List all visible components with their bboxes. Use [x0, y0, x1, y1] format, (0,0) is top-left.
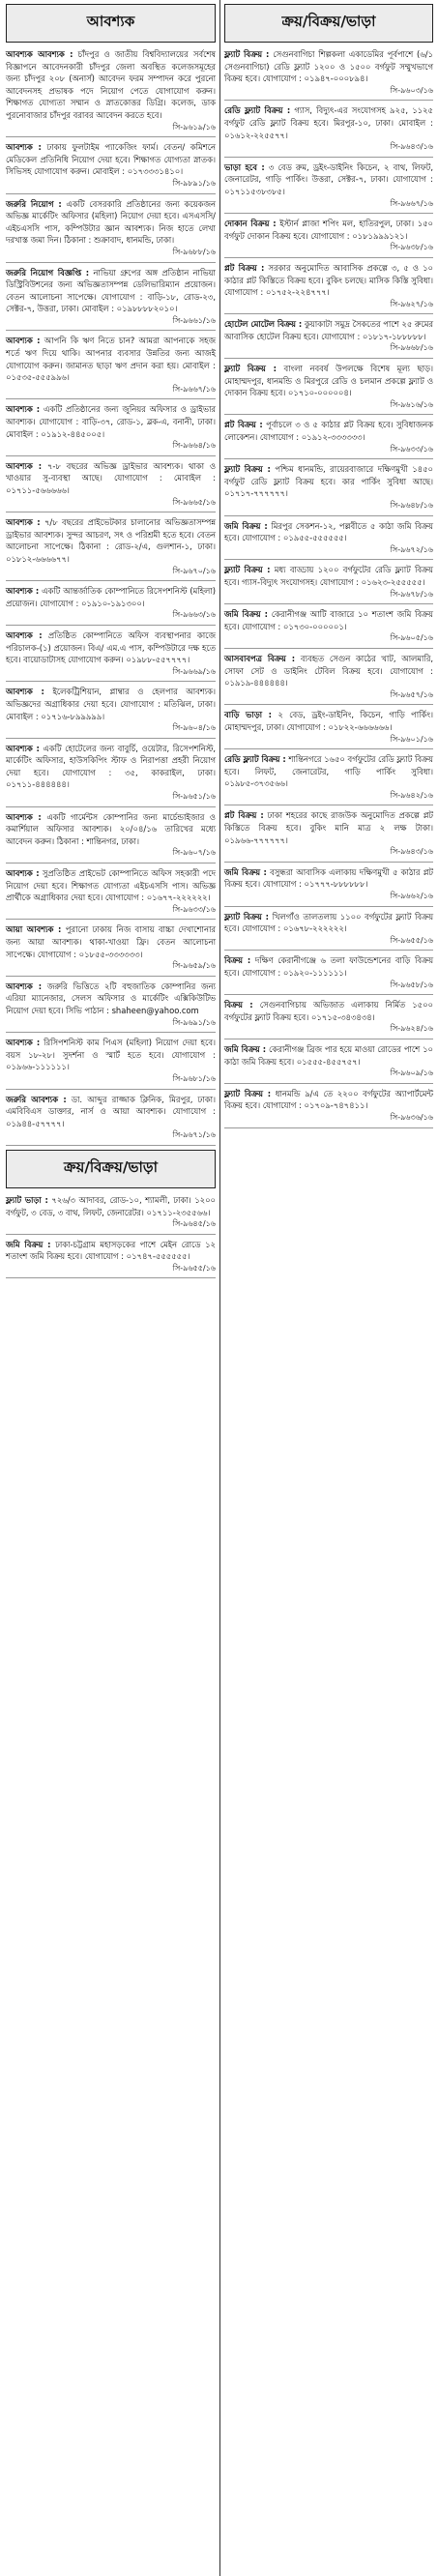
ad-title: জরুরি নিয়োগ :: [6, 198, 62, 209]
ad-title: বিক্রয় :: [224, 955, 251, 966]
ad-title: ভাড়া হবে :: [224, 161, 265, 172]
classified-ad: [6, 335, 219, 399]
ad-title: জমি বিক্রয় :: [224, 1043, 267, 1054]
ad-body: পশ্চিম ধানমন্ডি, রায়েরবাজারে দক্ষিণমুখী ১৪৫০ বর্গফুট রেডি ফ্ল্যাট বিক্রয় হবে। কার পার্কিং সুবিধা আছে। ০১৭১৭-৭৭৭৭৭৭।: [224, 464, 436, 499]
classified-ad: [6, 141, 219, 193]
ad-title: দোকান বিক্রয় :: [224, 219, 277, 229]
ad-body: ২ বেড, ড্রইং-ডাইনিং, কিচেন, গাড়ি পার্কিং। মোহাম্মদপুর, ঢাকা। যোগাযোগ : ০১৮২২-৬৬৬৬৬৬।: [224, 710, 436, 732]
ad-reference-code: সি-৯৬০৩/১৬: [390, 85, 433, 95]
ad-body: ৭২৬/৩ আদাবর, রোড-১০, শ্যামলী, ঢাকা। ১২০০ বর্গফুট, ৩ বেড, ৩ বাথ, লিফট, জেনারেটর। ০১৭১১-২৩৫৫৬৬।: [6, 1194, 219, 1217]
ad-title: ফ্ল্যাট বিক্রয় :: [224, 1088, 272, 1098]
ad-body: ঢাকা-চট্টগ্রাম মহাসড়কের পাশে মেইন রোডে ১২ শতাংশ জমি বিক্রয় হবে। যোগাযোগ : ০১৭৪৭-৫৫৫৫৫৫।: [6, 1239, 219, 1262]
classified-ad: [224, 318, 436, 359]
ad-body: ৩ বেড রুম, ড্রইং-ডাইনিং কিচেন, ২ বাথ, লিফট, জেনারেটর, গাড়ি পার্কিং। উত্তরা, সেক্টর-৭, ঢাকা। যোগাযোগ : ০১৭১১৫৩৮৩৮৫।: [224, 161, 436, 196]
ad-body: একটি প্রতিষ্ঠানের জন্য জুনিয়র অফিসার ও ড্রাইভার আবশ্যক। যোগাযোগ : বাড়ি-৩৭, রোড-১, ব্লক-এ, বনানী, ঢাকা। মোবাইল : ০১৯১২-৪৪৫০০৫।: [6, 404, 219, 439]
ad-body: কুয়াকাটা সমুদ্র সৈকতের পাশে ২৫ রুমের আবাসিক হোটেল বিক্রয় হবে। যোগাযোগ : ০১৮১৭-১৮৮৮৮৮।: [224, 319, 436, 341]
ad-reference-code: সি-৯৬৫১/১৬: [172, 792, 216, 802]
ad-reference-code: সি-৯৬০৭/১৬: [172, 848, 216, 858]
ad-title: ফ্ল্যাট বিক্রয় :: [224, 49, 270, 59]
classified-ad: [224, 564, 436, 604]
ad-reference-code: সি-৯৬১৯/১৬: [172, 122, 216, 132]
classified-ad: [224, 954, 436, 995]
ad-reference-code: সি-৯৬৬৯/১৬: [172, 666, 216, 676]
ad-reference-code: সি-৯৬৬৩/১৬: [172, 610, 216, 620]
ad-reference-code: সি-৯৬৫৮/১৬: [390, 980, 433, 989]
ad-reference-code: সি-৯৬৩৩/১৬: [172, 904, 216, 914]
ad-title: ফ্ল্যাট বিক্রয় :: [224, 565, 271, 575]
classified-ad: [6, 1239, 219, 1279]
ad-reference-code: সি-৯৬৪৫/১৬: [172, 1219, 216, 1229]
ad-title: হোটেল মোটেল বিক্রয় :: [224, 319, 303, 330]
ad-body: পূর্বাচলে ৩ ও ৫ কাঠার প্লট বিক্রয় হবে। সুবিধাজনক লোকেশন। যোগাযোগ : ০১৯১২-৩৩৩৩৩৩।: [224, 420, 436, 443]
classified-ad: [6, 1094, 219, 1146]
classified-ad: [6, 460, 219, 512]
classified-ad: [6, 1037, 219, 1089]
classified-ad: [6, 267, 219, 332]
ad-body: একটি গার্মেন্টস কোম্পানির জন্য মার্চেন্ডাইজার ও কমার্শিয়াল অফিসার আবশ্যক। ২০/০৪/১৬ তারিখের মধ্যে আবেদন করুন। ঠিকানা : শান্তিনগর, ঢাকা।: [6, 811, 219, 846]
buy-sell-rent-header: ক্রয়/বিক্রয়/ভাড়া: [224, 4, 433, 43]
classified-ad: [224, 48, 436, 101]
ad-title: ফ্ল্যাট বিক্রয় :: [224, 464, 271, 475]
ad-reference-code: সি-৯৬১৬/১৬: [390, 399, 433, 409]
ad-title: ফ্ল্যাট বিক্রয় :: [224, 911, 269, 922]
ad-title: আবশ্যক :: [6, 629, 43, 640]
ad-reference-code: সি-৯৬০১/১৬: [390, 734, 433, 744]
ad-title: ফ্ল্যাট বিক্রয় :: [224, 364, 277, 374]
ad-body: একটি হোটেলের জন্য বাবুর্চি, ওয়েটার, রিসেপশনিস্ট, মার্কেটিং অফিসার, হাউসকিপিং স্টাফ ও নিরাপত্তা প্রহরী নিয়োগ দেয়া হবে। যোগাযোগ : ৩৫, কাকরাইল, ঢাকা। ০১৭১১-৪৪৪৪৪৪।: [6, 743, 219, 790]
ad-title: আবশ্যক আবশ্যক :: [6, 49, 73, 59]
classified-ad: [224, 104, 436, 157]
ad-body: সেগুনবাগিচা শিল্পকলা একাডেমির পূর্বপাশে (৬/১ সেগুনবাগিচা) রেডি ফ্ল্যাট ১২০০ ও ১৫০০ বর্গফুট সম্মুখভাগে বিক্রয় হবে। যোগাযোগ : ০১৯৪৭-০০০৮৯৪।: [224, 49, 436, 84]
ad-title: রেডি ফ্ল্যাট বিক্রয় :: [224, 754, 286, 765]
right-column: [222, 0, 435, 2576]
classified-ad: [224, 218, 436, 258]
ad-body: ঢাকায় ফুলটাইম প্যাকেজিং ফার্ম। বেতন/ কমিশনে মেডিকেল প্রতিনিধি নিয়োগ দেয়া হবে। শিক্ষাগত যোগ্যতা স্নাতক। সিভিসহ যোগাযোগ করুন। মোবাইল : ০১৭৩৩৩১৪১০।: [6, 142, 219, 177]
classified-ad: [224, 161, 436, 214]
classified-ad: [6, 923, 219, 976]
ad-reference-code: সি-৯৬০৪/১৬: [172, 723, 216, 733]
ad-title: বাড়ি ভাড়া :: [224, 710, 273, 720]
ad-reference-code: সি-৯৬৬৪/১৬: [172, 441, 216, 451]
ad-reference-code: সি-৯৬৭০/১৬: [172, 566, 216, 575]
classified-ad: [224, 709, 436, 749]
ad-body: খিলগাঁও তালতলায় ১১০০ বর্গফুটের ফ্ল্যাট বিক্রয় হবে। যোগাযোগ : ০১৬৭৮-২২২২২২।: [224, 911, 436, 934]
ad-reference-code: সি-৯৬৫৫/১৬: [390, 935, 433, 945]
ad-reference-code: সি-৯৬৪২/১৬: [390, 790, 433, 800]
ad-reference-code: সি-৯৬৭২/১৬: [390, 544, 433, 554]
classified-ad: [6, 585, 219, 626]
ad-body: ঢাকা শহরের কাছে রাজউক অনুমোদিত প্রকল্পে প্লট কিস্তিতে বিক্রয় হবে। বুকিং মানি মাত্র ২ লক্ষ টাকা। ০১৯৬৬-৭৭৭৭৭৭।: [224, 810, 436, 845]
classified-ad: [6, 403, 219, 455]
ad-title: বিক্রয় :: [224, 1000, 253, 1010]
ad-reference-code: সি-৯৬০৯/১৬: [390, 1068, 433, 1078]
ad-body: আপনি কি ঋণ নিতে চান? আমরা আপনাকে সহজ শর্তে ঋণ দিয়ে থাকি। আপনার ব্যবসার উন্নতির জন্য আজই যোগাযোগ করুন। জামানত ছাড়া ঋণ প্রদান করা হয়। মোবাইল : ০১৫৩৫-৫৫৫৯৯৬।: [6, 336, 219, 383]
classified-ad: [224, 653, 436, 705]
ad-reference-code: সি-৯৬৫৭/১৬: [390, 689, 433, 699]
classified-ad: [224, 911, 436, 951]
ad-reference-code: সি-৯৬৯১/১৬: [172, 1017, 216, 1027]
ad-reference-code: সি-৯৬৩৮/১৬: [390, 243, 433, 252]
ad-body: প্রতিষ্ঠিত কোম্পানিতে অফিস ব্যবস্থাপনার কাজে পরিচালক-(১) প্রয়োজন। বিএ/ এম.এ পাস, কম্পিউটারে দক্ষ হতে হবে। বায়োডাটাসহ যোগাযোগ করুন। ০১৯৮৮-৫৫৭৭৭৭।: [6, 629, 219, 665]
ad-body: চাঁদপুর ও জাতীয় বিশ্ববিদ্যালয়ের সর্বশেষ বিজ্ঞাপনে আবেদনকারী চাঁদপুর জেলা অবস্থিত কলেজসমূহের জন্য চাঁদপুর ২০৮ (অনার্স) আবেদন ফরম সম্পাদন করে পুরনো আবেদনসহ প্রভাষক পদে নিয়োগ পেতে যোগাযোগ করুন। শিক্ষাগত যোগ্যতা সম্মান ও স্নাতকোত্তর ডিগ্রি। কলেজ, ডাক পুরনোবাজার চাঁদপুর বরাবর আবেদন করতে হবে।: [6, 49, 219, 120]
ad-body: ৭/৮ বছরের প্রাইভেটকার চালানোর অভিজ্ঞতাসম্পন্ন ড্রাইভার আবশ্যক। সুন্দর আচরণ, সৎ ও পরিশ্রমী হতে হবে। বেতন আলোচনা সাপেক্ষে। ঠিকানা : রোড-২/এ, গুলশান-১, ঢাকা। ০১৮১২-৬৬৬৬৭৭।: [6, 517, 219, 564]
classified-ad: [6, 867, 219, 920]
ad-reference-code: সি-৯৬৬৭/১৬: [390, 198, 433, 208]
ad-reference-code: সি-৯৬৪৮/১৬: [390, 501, 433, 510]
ad-reference-code: সি-৯৬৬২/১৬: [390, 892, 433, 901]
ad-body: একটি আন্তর্জাতিক কোম্পানিতে রিসেপশনিস্ট (মহিলা) প্রয়োজন। যোগাযোগ : ০১৯১০-১৯১৩০০।: [6, 586, 219, 608]
ad-title: আবশ্যক :: [6, 460, 43, 471]
classified-ad: [224, 753, 436, 805]
ad-reference-code: সি-৯৬৬৫/১৬: [172, 497, 216, 507]
classified-ad: [224, 608, 436, 649]
buy-sell-rent-header-left: ক্রয়/বিক্রয়/ভাড়া: [6, 1150, 216, 1188]
classified-ad: [224, 262, 436, 314]
ad-title: আবশ্যক :: [6, 336, 41, 346]
ad-reference-code: সি-৯৬৩৩/১৬: [390, 444, 433, 454]
ad-title: আবশ্যক :: [6, 868, 40, 879]
ad-title: আবশ্যক :: [6, 687, 44, 697]
ad-body: সরকার অনুমোদিত আবাসিক প্রকল্পে ৩, ৫ ও ১০ কাঠার প্লট কিস্তিতে বিক্রয় হবে। বুকিং চলছে। মাসিক কিস্তি সুবিধা। যোগাযোগ : ০১৭৫২-২২৪৭৭৭।: [224, 262, 436, 298]
ad-title: আবশ্যক :: [6, 517, 41, 528]
ad-title: আবশ্যক :: [6, 586, 40, 597]
ad-reference-code: সি-৯৬৮৮/১৬: [172, 247, 216, 256]
left-column: [4, 0, 218, 2576]
ad-body: ধানমন্ডি ৯/এ তে ২২০০ বর্গফুটের অ্যাপার্টমেন্ট বিক্রয় হবে। যোগাযোগ : ০১৭০৯-৭৪৭৪১১।: [224, 1088, 436, 1111]
classified-ad: [6, 1194, 219, 1235]
ad-body: বসুন্ধরা আবাসিক এলাকায় দক্ষিণমুখী ৫ কাঠার প্লট বিক্রয় হবে। যোগাযোগ : ০১৭৭৭-৮৮৮৮৮৮।: [224, 866, 436, 890]
classified-ad: [6, 743, 219, 807]
ad-title: প্লট বিক্রয় :: [224, 420, 263, 430]
classified-ad: [224, 363, 436, 415]
classified-ad: [6, 198, 219, 263]
ad-body: গ্যাস, বিদ্যুৎ-এর সংযোগসহ ৯২৫, ১১২৫ বর্গফুট রেডি ফ্ল্যাট বিক্রয় হবে। মিরপুর-১০, ঢাকা। মোবাইল : ০১৬১২-২২৫৫৭৭।: [224, 105, 436, 140]
buy-sell-rent-ads-list: [222, 48, 435, 1128]
ad-reference-code: সি-৯৬৪৩/১৬: [390, 142, 433, 152]
wanted-ads-list: [4, 48, 218, 1146]
classified-ad: [224, 419, 436, 459]
ad-body: ইস্টার্ন প্লাজা শপিং মল, হাতিরপুল, ঢাকা। ১৫০ বর্গফুট দোকান বিক্রয় হবে। যোগাযোগ : ০১৮১৯৯৯১২১।: [224, 219, 436, 241]
ad-title: জমি বিক্রয় :: [6, 1239, 51, 1249]
classified-ad: [224, 463, 436, 515]
ad-reference-code: সি-৯৬৫৫/১৬: [172, 1263, 216, 1273]
ad-body: জরুরি ভিত্তিতে ২টি বহুজাতিক কোম্পানির জন্য এরিয়া ম্যানেজার, সেলস অফিসার ও মার্কেটিং এক্সিকিউটিভ নিয়োগ দেয়া হবে। সিভি পাঠান : shaheen@yahoo.com: [6, 981, 219, 1015]
classified-ad: [224, 866, 436, 907]
ad-title: আবশ্যক :: [6, 404, 41, 415]
ad-reference-code: সি-৯৬৮১/১৬: [172, 1073, 216, 1083]
wanted-section-header: আবশ্যক: [6, 4, 216, 43]
buy-sell-rent-ads-list-left: [4, 1194, 218, 1279]
ad-body: নাভিয়া গ্রুপের অঙ্গ প্রতিষ্ঠান নাভিয়া ডিস্ট্রিবিউশনের জন্য অভিজ্ঞতাসম্পন্ন ডেলিভারিম্যান প্রয়োজন। বেতন আলোচনা সাপেক্ষে। যোগাযোগ : বাড়ি-১৮, রোড-২৩, সেক্টর-৭, উত্তরা, ঢাকা। মোবাইল : ০১৯৮৮৮৮২০১০।: [6, 267, 219, 314]
ad-title: আয়া আবশ্যক :: [6, 924, 62, 935]
ad-title: জরুরি আবশ্যক :: [6, 1094, 67, 1104]
column-divider: [219, 0, 220, 2576]
ad-title: আবশ্যক :: [6, 743, 40, 753]
ad-title: জমি বিক্রয় :: [224, 609, 268, 620]
classified-ad: [6, 629, 219, 682]
ad-body: রিসিপশনিস্ট কাম পিএস (মহিলা) নিয়োগ দেয়া হবে। বয়স ১৮-২৮। সুদর্শনা ও স্মার্ট হতে হবে। যোগাযোগ : ০১৯৬৬-১১১১১১।: [6, 1038, 219, 1072]
ad-reference-code: সি-৯৬৫৯/১৬: [172, 961, 216, 971]
ad-reference-code: সি-৯৮৯১/১৬: [172, 178, 216, 188]
ad-body: দক্ষিণ কেরানীগঞ্জে ৬ তলা ফাউন্ডেশনের বাড়ি বিক্রয় হবে। যোগাযোগ : ০১৯২০-১১১১১১।: [224, 955, 436, 978]
ad-reference-code: সি-৯৬৬১/১৬: [172, 315, 216, 325]
ad-reference-code: সি-৯৬৪৩/১৬: [390, 847, 433, 857]
classified-ad: [6, 686, 219, 738]
ad-body: ব্যবহৃত সেগুন কাঠের খাট, আলমারি, সোফা সেট ও ডাইনিং টেবিল বিক্রয় হবে। যোগাযোগ : ০১৯১৯-৪৪৪৪৪৪।: [224, 653, 436, 688]
ad-body: কেরানীগঞ্জ আটি বাজারে ১০ শতাংশ জমি বিক্রয় হবে। যোগাযোগ : ০১৭৩০-০০০০০১।: [224, 609, 436, 631]
ad-title: আবশ্যক :: [6, 1038, 41, 1048]
ad-title: ফ্ল্যাট ভাড়া :: [6, 1194, 48, 1205]
classified-ad: [224, 1088, 436, 1128]
ad-body: কেরানীগঞ্জ ব্রিজ পার হয়ে মাওয়া রোডের পাশে ১০ কাঠা জমি বিক্রয় হবে। ০১৫৫৫-৪৫৫৭৫৭।: [224, 1043, 436, 1067]
ad-title: জমি বিক্রয় :: [224, 520, 268, 531]
classified-ad: [6, 516, 219, 581]
ad-reference-code: সি-৯৬৩৬/১৬: [390, 1112, 433, 1122]
ad-body: ইলেকট্রিশিয়ান, প্লাম্বার ও হেলপার আবশ্যক। অভিজ্ঞদের অগ্রাধিকার দেয়া হবে। যোগাযোগ : মতিঝিল, ঢাকা। মোবাইল : ০১৭১৬-৮৯৯৯৯৯।: [6, 687, 219, 721]
ad-body: মধ্য বাড্ডায় ১২০০ বর্গফুটের রেডি ফ্ল্যাট বিক্রয় হবে। গ্যাস-বিদ্যুৎ সংযোগসহ। যোগাযোগ : ০১৬২৩-২৫৫৫৫৫।: [224, 565, 436, 587]
ad-body: শান্তিনগরে ১৬৫০ বর্গফুটের রেডি ফ্ল্যাট বিক্রয় হবে। লিফট, জেনারেটর, গাড়ি পার্কিং সুবিধা। ০১৯৮৫-৩৭৩৫৬৬।: [224, 754, 436, 789]
ad-title: আবশ্যক :: [6, 142, 42, 153]
ad-reference-code: সি-৯৬৬৭/১৬: [172, 384, 216, 394]
ad-reference-code: সি-৯৬০৫/১৬: [390, 633, 433, 643]
ad-title: আবশ্যক :: [6, 981, 43, 991]
ad-title: রেডি ফ্ল্যাট বিক্রয় :: [224, 105, 291, 116]
ad-reference-code: সি-৯৬২৪/১৬: [390, 1024, 433, 1034]
classified-ad: [6, 981, 219, 1033]
classified-ad: [224, 520, 436, 561]
ad-body: একটি বেসরকারি প্রতিষ্ঠানের জন্য কয়েকজন অভিজ্ঞ মার্কেটিং অফিসার (মহিলা) নিয়োগ দেয়া হবে। এসএসসি/ এইচএসসি পাস, কম্পিউটার জ্ঞান আবশ্যক। নিজ হাতে লেখা দরখাস্ত জমা দিন। ঠিকানা : শুক্রাবাদ, ধানমন্ডি, ঢাকা।: [6, 198, 219, 246]
ad-reference-code: সি-৯৬৭১/১৬: [172, 1130, 216, 1140]
ad-reference-code: সি-৯৬২৭/১৬: [390, 299, 433, 308]
classified-ad: [224, 1043, 436, 1084]
ad-body: ৭-৮ বছরের অভিজ্ঞ ড্রাইভার আবশ্যক। থাকা ও খাওয়ার সু-ব্যবস্থা আছে। যোগাযোগ : মোবাইল : ০১৭১১-৫৬৬৬৬৬।: [6, 460, 219, 495]
classified-ad: [6, 811, 219, 864]
ad-body: ডা. আব্দুর রাজ্জাক ক্লিনিক, মিরপুর, ঢাকা। এমবিবিএস ডাক্তার, নার্স ও আয়া আবশ্যক। যোগাযোগ : ০১৯৪৪-৫৭৭৭৭।: [6, 1094, 219, 1128]
ad-reference-code: সি-৯৬৬৮/১৬: [390, 343, 433, 353]
ad-title: জরুরি নিয়োগ বিজ্ঞপ্তি :: [6, 267, 90, 278]
classified-ad: [224, 809, 436, 862]
ad-body: বাংলা নববর্ষ উপলক্ষে বিশেষ মূল্য ছাড়। মোহাম্মদপুর, ধানমন্ডি ও মিরপুরে রেডি ও চলমান প্রকল্পে ফ্ল্যাট ও দোকান বিক্রয় হবে। ০১৭১০-০০০০০৪।: [224, 364, 436, 398]
ad-title: প্লট বিক্রয় :: [224, 810, 264, 821]
ad-body: মিরপুর সেকশন-১২, পল্লবীতে ৫ কাঠা জমি বিক্রয় হবে। যোগাযোগ : ০১৯৫৫-৫৫৫৫৫৫।: [224, 520, 436, 543]
ad-body: সেগুনবাগিচায় অভিজাত এলাকায় নির্মিত ১৫০০ বর্গফুটের ফ্ল্যাট বিক্রয় হবে। ০১৭১৫-৩৪৩৪৩৪।: [224, 1000, 436, 1022]
ad-reference-code: সি-৯৬৭৮/১৬: [390, 589, 433, 599]
classified-ad: [224, 999, 436, 1039]
ad-title: আবশ্যক :: [6, 811, 42, 822]
ad-body: পুরানো ঢাকায় নিজ বাসায় বাচ্চা দেখাশোনার জন্য আয়া আবশ্যক। থাকা-খাওয়া ফ্রি। বেতন আলোচনা সাপেক্ষে। যোগাযোগ : ০১৮৫৫-৩৩৩৩৩৩।: [6, 924, 219, 959]
ad-title: আসবাবপত্র বিক্রয় :: [224, 653, 296, 663]
ad-title: জমি বিক্রয় :: [224, 866, 267, 877]
classified-ad: [6, 48, 219, 137]
ad-body: সুপ্রতিষ্ঠিত প্রাইভেট কোম্পানিতে অফিস সহকারী পদে নিয়োগ দেয়া হবে। শিক্ষাগত যোগ্যতা এইচএসসি পাস। অভিজ্ঞ প্রার্থীকে অগ্রাধিকার দেয়া হবে। যোগাযোগ : ০১৬৭৭-২২২২২২।: [6, 868, 219, 903]
ad-title: প্লট বিক্রয় :: [224, 262, 265, 273]
